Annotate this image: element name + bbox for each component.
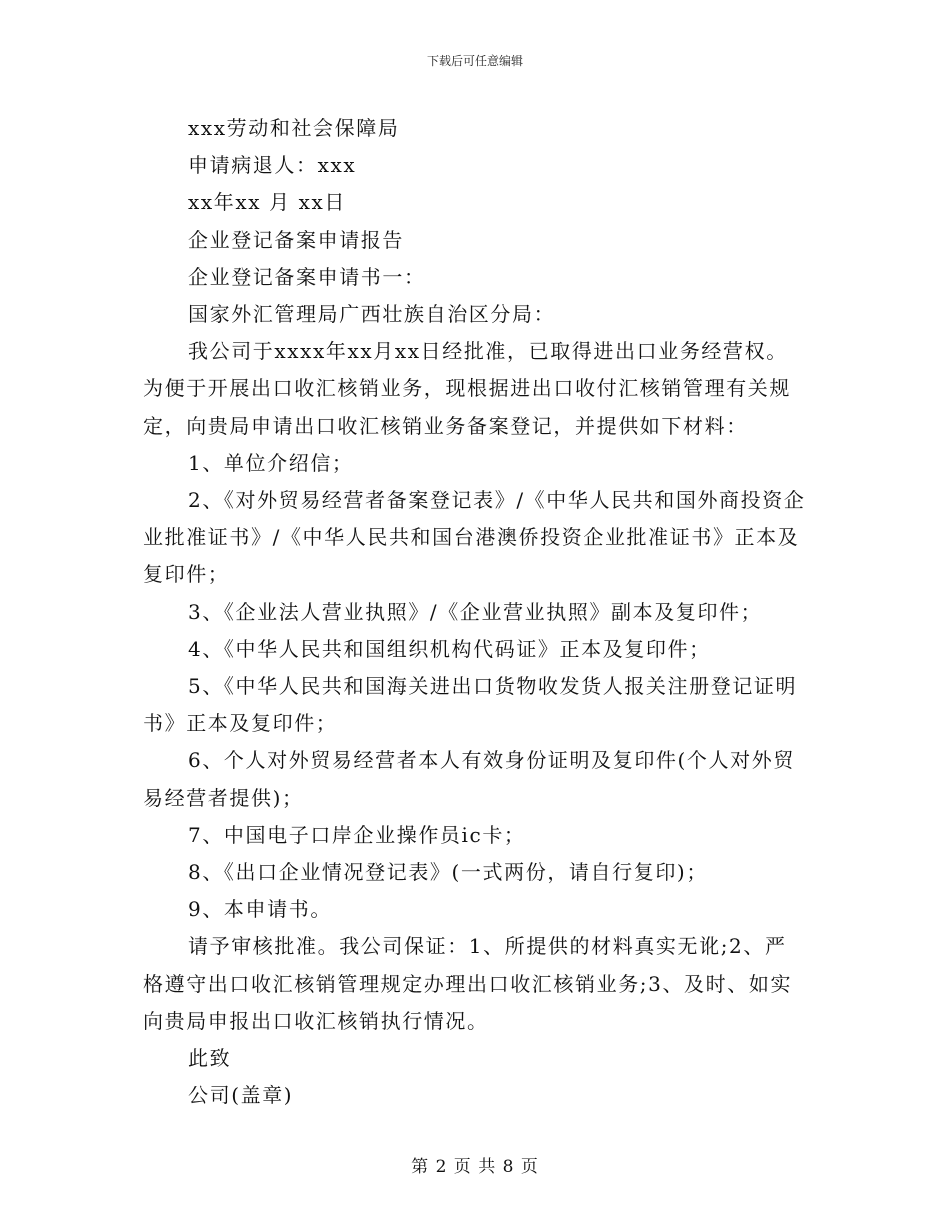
list-item-4: 4、《中华人民共和国组织机构代码证》正本及复印件； — [188, 636, 711, 661]
document-body — [143, 110, 808, 1114]
paragraph-date: xx年xx 月 xx日 — [188, 190, 346, 215]
list-item-9: 9、本申请书。 — [188, 897, 332, 922]
page-footer: 第 2 页 共 8 页 — [411, 1157, 539, 1177]
paragraph-closing: 此致 — [188, 1046, 232, 1071]
list-item-2: 2、《对外贸易经营者备案登记表》/《中华人民共和国外商投资企业批准证书》/《中华人民共和国台港澳侨投资企业批准证书》正本及复印件； — [143, 488, 806, 587]
paragraph-guarantee: 请予审核批准。我公司保证：1、所提供的材料真实无讹;2、严格遵守出口收汇核销管理规定办理出口收汇核销业务;3、及时、如实向贵局申报出口收汇核销执行情况。 — [143, 934, 793, 1033]
list-item-6: 6、个人对外贸易经营者本人有效身份证明及复印件(个人对外贸易经营者提供)； — [143, 748, 795, 810]
list-item-1: 1、单位介绍信； — [188, 450, 354, 475]
paragraph-report-title: 企业登记备案申请报告 — [188, 227, 404, 252]
paragraph-application-title: 企业登记备案申请书一： — [188, 264, 426, 289]
paragraph-addressee: 国家外汇管理局广西壮族自治区分局： — [188, 302, 556, 327]
page-header: 下载后可任意编辑 — [426, 54, 523, 68]
list-item-7: 7、中国电子口岸企业操作员ic卡； — [188, 822, 526, 847]
paragraph-applicant: 申请病退人：xxx — [188, 153, 357, 178]
paragraph-company-seal: 公司(盖章) — [188, 1083, 294, 1108]
list-item-8: 8、《出口企业情况登记表》(一式两份，请自行复印)； — [188, 860, 708, 885]
list-item-5: 5、《中华人民共和国海关进出口货物收发货人报关注册登记证明书》正本及复印件； — [143, 674, 798, 736]
paragraph-recipient-bureau: xxx劳动和社会保障局 — [188, 116, 400, 140]
list-item-3: 3、《企业法人营业执照》/《企业营业执照》副本及复印件； — [188, 599, 763, 624]
paragraph-intro: 我公司于xxxx年xx月xx日经批准，已取得进出口业务经营权。为便于开展出口收汇核销业务，现根据进出口收付汇核销管理有关规定，向贵局申请出口收汇核销业务备案登记，并提供如下材料： — [143, 339, 791, 438]
